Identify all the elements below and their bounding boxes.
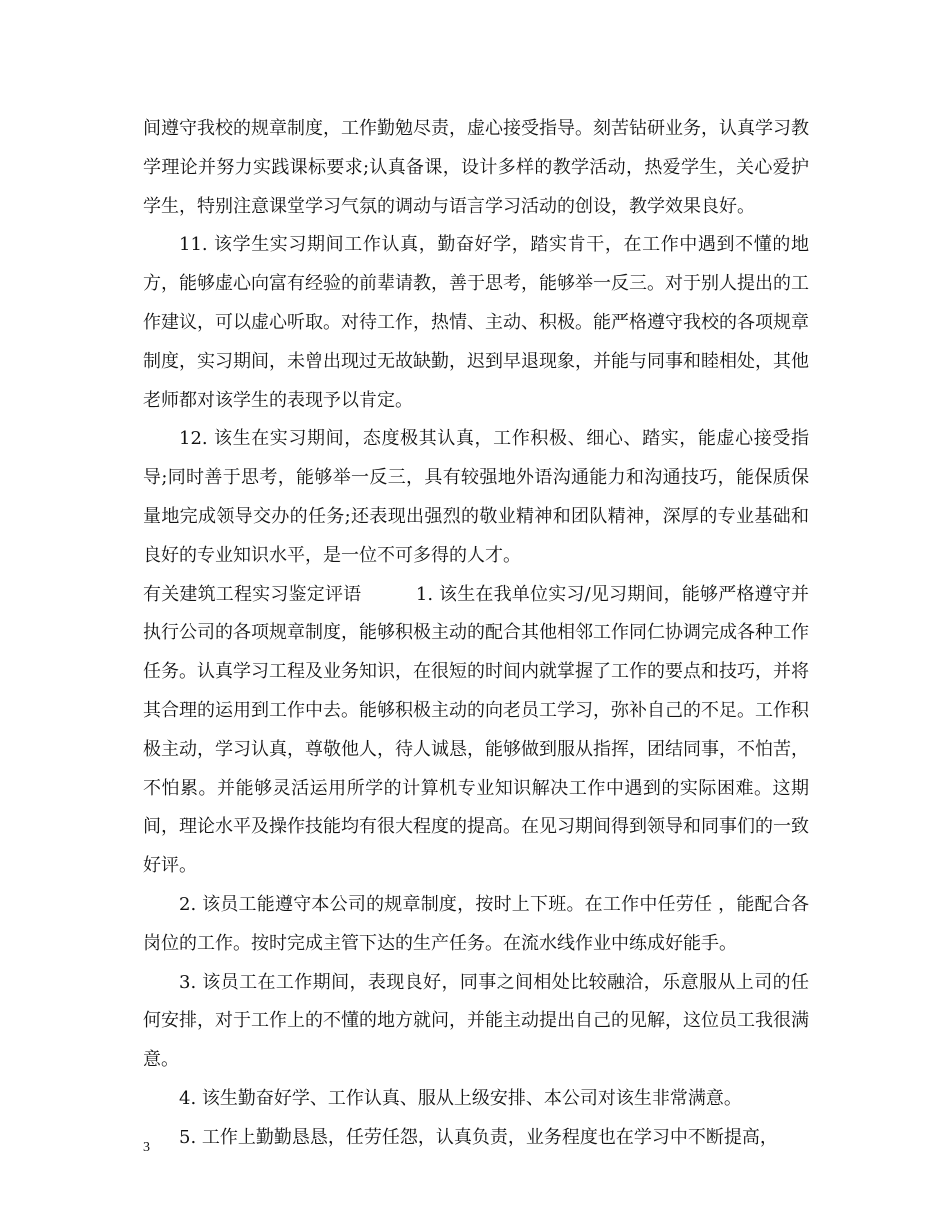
- paragraph-section-heading: 有关建筑工程实习鉴定评语 1. 该生在我单位实习/见习期间，能够严格遵守并执行公司的各项规章制度，能够积极主动的配合其他相邻工作同仁协调完成各种工作任务。认真学习工程及业务知识，在很短的时间内就掌握了工作的要点和技巧，并将其合理的运用到工作中去。能够积极主动的向老员工学习，弥补自己的不足。工作积极主动，学习认真，尊敬他人，待人诚恳，能够做到服从指挥，团结同事，不怕苦，不怕累。并能够灵活运用所学的计算机专业知识解决工作中遇到的实际困难。这期间，理论水平及操作技能均有很大程度的提高。在见习期间得到领导和同事们的一致好评。: [143, 583, 809, 877]
- body-text: [143, 110, 809, 1158]
- paragraph-11: 11. 该学生实习期间工作认真，勤奋好学，踏实肯干，在工作中遇到不懂的地方，能够虚心向富有经验的前辈请教，善于思考，能够举一反三。对于别人提出的工作建议，可以虚心听取。对待工作，热情、主动、积极。能严格遵守我校的各项规章制度，实习期间，未曾出现过无故缺勤，迟到早退现象，并能与同事和睦相处，其他老师都对该学生的表现予以肯定。: [143, 234, 809, 411]
- page-number: 3: [143, 1140, 150, 1155]
- paragraph-2: 2. 该员工能遵守本公司的规章制度，按时上下班。在工作中任劳任 ，能配合各岗位的工作。按时完成主管下达的生产任务。在流水线作业中练成好能手。: [143, 893, 809, 954]
- paragraph-4: 4. 该生勤奋好学、工作认真、服从上级安排、本公司对该生非常满意。: [179, 1087, 742, 1109]
- paragraph-continued: 间遵守我校的规章制度，工作勤勉尽责，虚心接受指导。刻苦钻研业务，认真学习教学理论并努力实践课标要求;认真备课，设计多样的教学活动，热爱学生，关心爱护学生，特别注意课堂学习气氛的调动与语言学习活动的创设，教学效果良好。: [143, 118, 809, 217]
- paragraph-5: 5. 工作上勤勤恳恳，任劳任怨，认真负责，业务程度也在学习中不断提高，: [179, 1126, 778, 1148]
- paragraph-3: 3. 该员工在工作期间，表现良好，同事之间相处比较融洽，乐意服从上司的任何安排，对于工作上的不懂的地方就问，并能主动提出自己的见解，这位员工我很满意。: [143, 971, 809, 1071]
- paragraph-12: 12. 该生在实习期间，态度极其认真，工作积极、细心、踏实，能虚心接受指导;同时善于思考，能够举一反三，具有较强地外语沟通能力和沟通技巧，能保质保量地完成领导交办的任务;还表现出强烈的敬业精神和团队精神，深厚的专业基础和良好的专业知识水平，是一位不可多得的人才。: [143, 428, 809, 566]
